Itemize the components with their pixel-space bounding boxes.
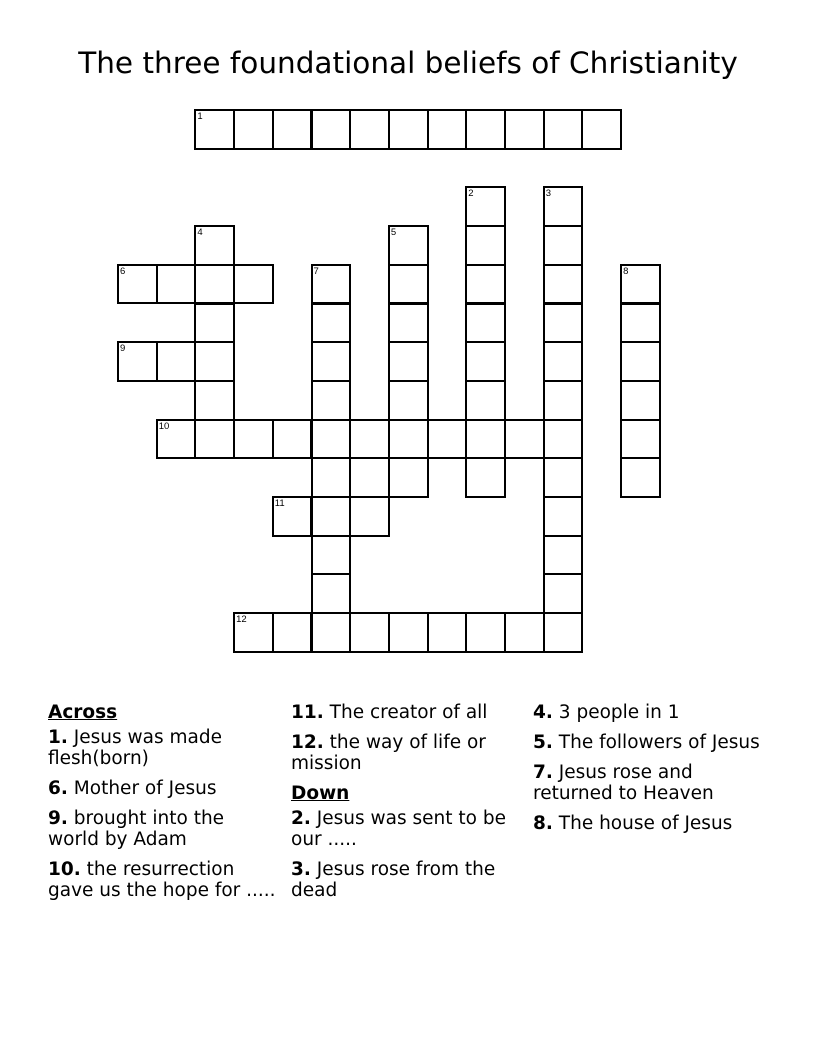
grid-cell[interactable] — [272, 612, 313, 653]
grid-cell[interactable] — [581, 109, 622, 150]
grid-cell[interactable] — [388, 225, 429, 266]
clue-number: 10. — [48, 859, 81, 880]
grid-cell[interactable] — [465, 380, 506, 421]
cell-number: 10 — [158, 420, 170, 432]
clue-text: Jesus was made flesh(born) — [48, 727, 222, 769]
grid-cell[interactable] — [311, 419, 352, 460]
grid-cell[interactable] — [465, 303, 506, 344]
grid-cell[interactable] — [156, 341, 197, 382]
grid-cell[interactable] — [311, 573, 352, 614]
cell-number: 4 — [197, 227, 203, 239]
grid-cell[interactable] — [543, 264, 584, 305]
grid-cell[interactable] — [233, 419, 274, 460]
grid-cell[interactable] — [504, 109, 545, 150]
clue-number: 1. — [48, 727, 68, 748]
clue-text: Mother of Jesus — [73, 778, 217, 799]
clue-text: Jesus was sent to be our ..... — [291, 808, 506, 850]
clue-text: The house of Jesus — [558, 813, 733, 834]
grid-cell[interactable] — [388, 419, 429, 460]
grid-cell[interactable] — [465, 341, 506, 382]
grid-cell[interactable] — [427, 419, 468, 460]
grid-cell[interactable] — [156, 264, 197, 305]
clues-column-2 — [291, 702, 523, 910]
grid-cell[interactable] — [620, 264, 661, 305]
grid-cell[interactable] — [620, 380, 661, 421]
clue-number: 6. — [48, 778, 68, 799]
grid-cell[interactable] — [194, 109, 235, 150]
clue-number: 5. — [533, 732, 553, 753]
grid-cell[interactable] — [465, 186, 506, 227]
grid-cell[interactable] — [272, 496, 313, 537]
clue-across-1 — [48, 727, 280, 769]
grid-cell[interactable] — [543, 303, 584, 344]
grid-cell[interactable] — [233, 612, 274, 653]
grid-cell[interactable] — [504, 419, 545, 460]
grid-cell[interactable] — [194, 419, 235, 460]
grid-cell[interactable] — [388, 341, 429, 382]
clues-column-3 — [533, 702, 765, 843]
grid-cell[interactable] — [465, 419, 506, 460]
across-heading: Across — [48, 702, 118, 723]
clue-text: 3 people in 1 — [558, 702, 680, 723]
clue-number: 3. — [291, 859, 311, 880]
grid-cell[interactable] — [465, 457, 506, 498]
clue-number: 9. — [48, 808, 68, 829]
grid-cell[interactable] — [543, 186, 584, 227]
clue-number: 4. — [533, 702, 553, 723]
clue-down-2 — [291, 808, 523, 850]
clue-text: Jesus rose and returned to Heaven — [533, 762, 714, 804]
grid-cell[interactable] — [233, 264, 274, 305]
grid-cell[interactable] — [543, 380, 584, 421]
grid-cell[interactable] — [349, 109, 390, 150]
cell-number: 2 — [468, 188, 474, 200]
grid-cell[interactable] — [311, 303, 352, 344]
grid-cell[interactable] — [620, 457, 661, 498]
grid-cell[interactable] — [311, 380, 352, 421]
grid-cell[interactable] — [543, 341, 584, 382]
clues-column-1 — [48, 702, 280, 910]
grid-cell[interactable] — [388, 303, 429, 344]
grid-cell[interactable] — [620, 341, 661, 382]
grid-cell[interactable] — [504, 612, 545, 653]
cell-number: 1 — [197, 111, 203, 122]
cell-number: 8 — [623, 265, 629, 277]
grid-cell[interactable] — [194, 341, 235, 382]
grid-cell[interactable] — [233, 109, 274, 150]
clue-text: the resurrection gave us the hope for ..... — [48, 859, 276, 901]
grid-cell[interactable] — [465, 225, 506, 266]
clue-down-5 — [533, 732, 765, 753]
grid-cell[interactable] — [543, 457, 584, 498]
grid-cell[interactable] — [620, 303, 661, 344]
clue-across-10 — [48, 859, 280, 901]
grid-cell[interactable] — [194, 303, 235, 344]
grid-cell[interactable] — [117, 264, 158, 305]
clue-text: The followers of Jesus — [558, 732, 760, 753]
clue-number: 11. — [291, 702, 324, 723]
grid-cell[interactable] — [156, 419, 197, 460]
clue-down-7 — [533, 762, 765, 804]
clue-down-4 — [533, 702, 765, 723]
cell-number: 9 — [120, 343, 126, 355]
grid-cell[interactable] — [311, 341, 352, 382]
grid-cell[interactable] — [311, 612, 352, 653]
clue-down-8 — [533, 813, 765, 834]
puzzle-title: The three foundational beliefs of Christianity — [78, 46, 738, 80]
grid-cell[interactable] — [311, 264, 352, 305]
clue-number: 7. — [533, 762, 553, 783]
grid-cell[interactable] — [349, 496, 390, 537]
grid-cell[interactable] — [620, 419, 661, 460]
cell-number: 6 — [120, 265, 126, 277]
clue-across-12 — [291, 732, 523, 774]
grid-cell[interactable] — [311, 496, 352, 537]
grid-cell[interactable] — [311, 457, 352, 498]
grid-cell[interactable] — [388, 380, 429, 421]
grid-cell[interactable] — [543, 573, 584, 614]
grid-cell[interactable] — [388, 457, 429, 498]
grid-cell[interactable] — [465, 264, 506, 305]
clue-text: Jesus rose from the dead — [291, 859, 496, 901]
grid-cell[interactable] — [272, 419, 313, 460]
grid-cell[interactable] — [465, 109, 506, 150]
clue-text: The creator of all — [329, 702, 488, 723]
grid-cell[interactable] — [388, 612, 429, 653]
clue-down-3 — [291, 859, 523, 901]
clue-text: brought into the world by Adam — [48, 808, 225, 850]
cell-number: 5 — [390, 227, 397, 239]
grid-cell[interactable] — [543, 225, 584, 266]
clue-across-6 — [48, 778, 280, 799]
cell-number: 12 — [236, 614, 247, 626]
grid-cell[interactable] — [427, 612, 468, 653]
grid-cell[interactable] — [194, 380, 235, 421]
grid-cell[interactable] — [543, 496, 584, 537]
grid-cell[interactable] — [117, 341, 158, 382]
cell-number: 11 — [274, 498, 285, 509]
clue-number: 8. — [533, 813, 553, 834]
grid-cell[interactable] — [543, 419, 584, 460]
grid-cell[interactable] — [194, 225, 235, 266]
grid-cell[interactable] — [349, 419, 390, 460]
grid-cell[interactable] — [543, 109, 584, 150]
grid-cell[interactable] — [465, 612, 506, 653]
clue-text: the way of life or mission — [291, 732, 486, 774]
clue-across-9 — [48, 808, 280, 850]
cell-number: 3 — [545, 188, 551, 200]
down-heading: Down — [291, 783, 350, 804]
grid-cell[interactable] — [272, 109, 313, 150]
grid-cell[interactable] — [427, 109, 468, 150]
clue-number: 12. — [291, 732, 324, 753]
grid-cell[interactable] — [194, 264, 235, 305]
clue-number: 2. — [291, 808, 311, 829]
grid-cell[interactable] — [311, 535, 352, 576]
clue-across-11 — [291, 702, 523, 723]
grid-cell[interactable] — [543, 612, 584, 653]
grid-cell[interactable] — [543, 535, 584, 576]
grid-cell[interactable] — [388, 109, 429, 150]
grid-cell[interactable] — [349, 612, 390, 653]
cell-number: 7 — [313, 265, 319, 277]
grid-cell[interactable] — [388, 264, 429, 305]
grid-cell[interactable] — [311, 109, 352, 150]
